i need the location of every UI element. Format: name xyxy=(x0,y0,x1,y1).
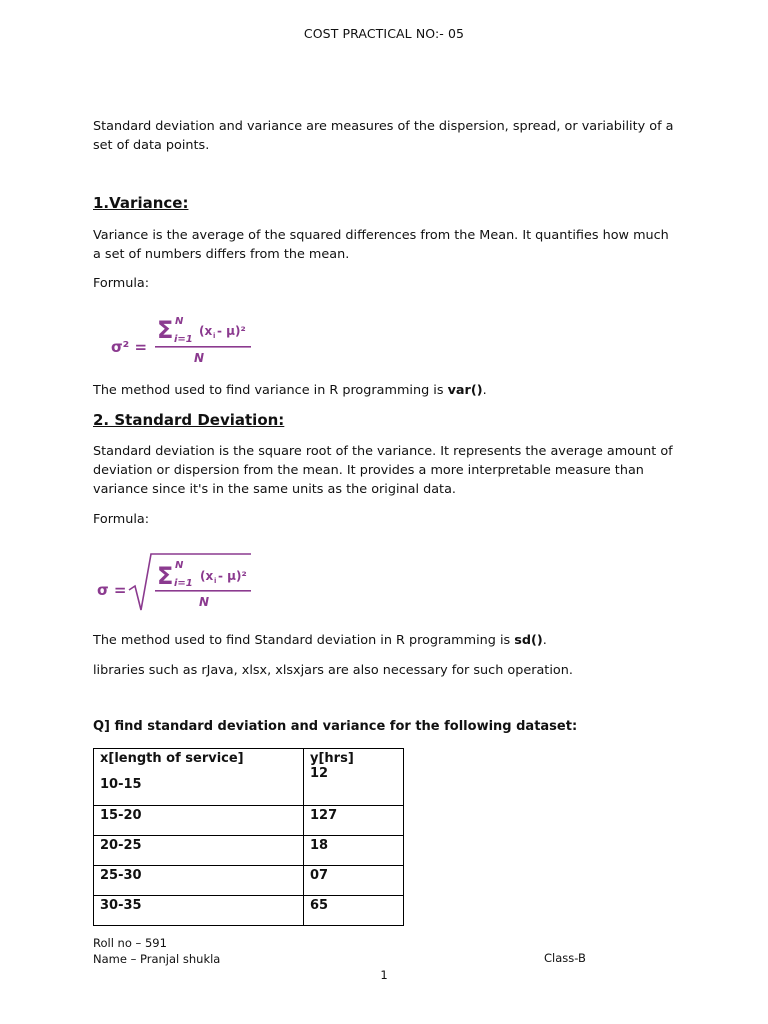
page-header-title: COST PRACTICAL NO:- 05 xyxy=(303,26,465,41)
row-1-x: 10-15 xyxy=(100,777,142,792)
std-dev-heading: 2. Standard Deviation: xyxy=(93,411,285,429)
table-row xyxy=(94,749,404,806)
column-header-y: y[hrs] xyxy=(310,751,354,766)
svg-text:i: i xyxy=(214,577,217,585)
variance-formula-image xyxy=(93,310,263,370)
std-dev-method-text xyxy=(93,631,678,650)
std-dev-formula-label: Formula: xyxy=(93,512,150,527)
svg-text:- μ)²: - μ)² xyxy=(217,324,246,338)
svg-text:i: i xyxy=(213,332,216,340)
variance-method-prefix: The method used to find variance in R programming is xyxy=(93,383,448,398)
footer-roll-number: Roll no – 591 xyxy=(93,936,167,950)
variance-method-suffix: . xyxy=(482,383,487,398)
svg-text:i=1: i=1 xyxy=(174,334,193,345)
svg-text:i=1: i=1 xyxy=(174,578,193,589)
std-dev-method-prefix: The method used to find Standard deviation in R programming is xyxy=(93,633,515,648)
column-header-x: x[length of service] xyxy=(100,751,244,766)
row-3-y: 18 xyxy=(304,836,404,866)
intro-paragraph: Standard deviation and variance are measures of the dispersion, spread, or variability of a set of data points. xyxy=(93,119,674,153)
page-number: 1 xyxy=(380,968,388,982)
table-row xyxy=(94,866,404,896)
row-5-y: 65 xyxy=(304,896,404,926)
row-2-x: 15-20 xyxy=(94,806,304,836)
row-4-x: 25-30 xyxy=(94,866,304,896)
svg-text:N: N xyxy=(199,595,210,609)
footer-student-name: Name – Pranjal shukla xyxy=(93,952,221,966)
svg-text:(x: (x xyxy=(199,324,213,338)
svg-text:σ =: σ = xyxy=(97,581,127,599)
svg-text:N: N xyxy=(194,351,205,365)
variance-method-function: var() xyxy=(447,383,483,398)
table-row xyxy=(94,896,404,926)
std-dev-method-suffix: . xyxy=(542,633,547,648)
dataset-table xyxy=(93,748,404,926)
table-row xyxy=(94,836,404,866)
svg-text:Σ: Σ xyxy=(157,316,174,344)
std-dev-description: Standard deviation is the square root of the variance. It represents the average amount of deviation or dispersion from the mean. It provides a more interpretable measure than variance since it's in the same units as the original data. xyxy=(93,444,673,497)
question-text: Q] find standard deviation and variance for the following dataset: xyxy=(93,719,578,734)
row-1-y: 12 xyxy=(310,766,329,781)
footer-class: Class-B xyxy=(544,951,586,965)
svg-text:(x: (x xyxy=(200,569,214,583)
std-dev-formula-image xyxy=(93,550,263,614)
row-2-y: 127 xyxy=(304,806,404,836)
row-3-x: 20-25 xyxy=(94,836,304,866)
variance-heading: 1.Variance: xyxy=(93,194,189,212)
std-dev-method-function: sd() xyxy=(514,633,543,648)
footer-student-info xyxy=(93,935,220,967)
svg-text:N: N xyxy=(175,316,184,327)
svg-text:- μ)²: - μ)² xyxy=(218,569,247,583)
libraries-note: libraries such as rJava, xlsx, xlsxjars are also necessary for such operation. xyxy=(93,663,573,678)
row-4-y: 07 xyxy=(304,866,404,896)
variance-method-text xyxy=(93,381,678,400)
table-cell-y xyxy=(304,749,404,806)
row-5-x: 30-35 xyxy=(94,896,304,926)
table-cell-x xyxy=(94,749,304,806)
table-row xyxy=(94,806,404,836)
variance-description: Variance is the average of the squared differences from the Mean. It quantifies how much a set of numbers differs from the mean. xyxy=(93,228,669,262)
svg-text:N: N xyxy=(175,560,184,571)
svg-text:Σ: Σ xyxy=(157,562,174,590)
variance-formula-label: Formula: xyxy=(93,276,150,291)
svg-text:σ² =: σ² = xyxy=(111,338,148,356)
